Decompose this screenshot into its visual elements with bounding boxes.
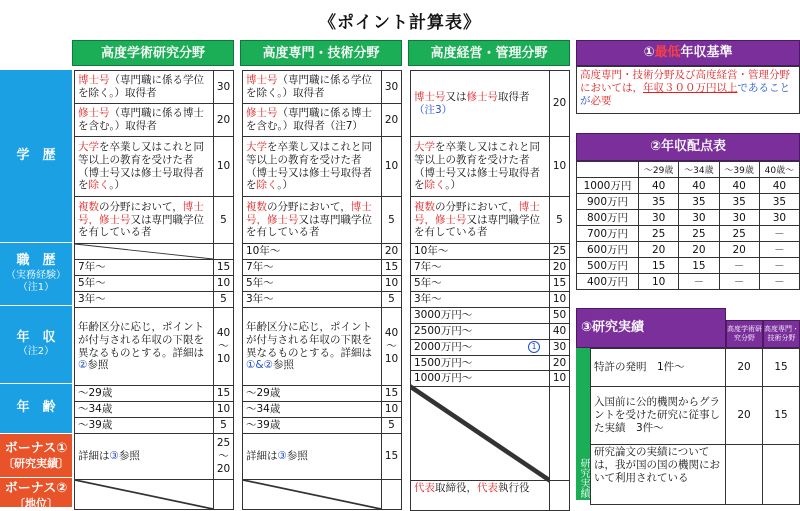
cell-edu-multiple: 複数の分野において，博士号，修士号又は専門職学位を有している者 [75, 197, 214, 244]
research-header-academic: 高度学術研究分野 [726, 320, 763, 348]
salary-point-cell: 35 [639, 194, 679, 210]
cell-bonus1: 詳細は③参照 [75, 434, 214, 480]
salary-point-cell: 40 [679, 178, 719, 194]
cell-edu-university: 大学を卒業し又はこれと同等以上の教育を受けた者（博士号又は修士号取得者を除く。） [411, 137, 550, 197]
cell-edu-doctor: 博士号（専門職に係る学位を除く。）取得者 [75, 71, 214, 104]
category-career: 職 歴 （実務経験） （注1） [0, 243, 72, 306]
career-row: 5年～ [75, 276, 214, 292]
salary-point-cell: 30 [759, 210, 799, 226]
age-row: ～29歳 [243, 386, 382, 402]
age-row: ～29歳 [75, 386, 214, 402]
research-row: 入国前に公的機関からグラントを受けた研究に従事した実績 3件～ [591, 387, 726, 445]
salary-point-cell: 35 [679, 194, 719, 210]
salary-table-header [577, 162, 800, 178]
salary-row: 1000万円～ [411, 371, 550, 387]
salary-row: 3000万円～ [411, 308, 550, 324]
header-business: 高度経営・管理分野 [408, 40, 570, 66]
salary-point-cell: － [759, 258, 799, 274]
table-academic: 博士号（専門職に係る学位を除く。）取得者 30 修士号（専門職に係る博士を含む。）取得者 20 大学を卒業し又はこれと同等以上の教育を受けた者（博士号又は修士号取得者を除く。） 10 複数の分野において，博士号，修士号又は専門職学位を有している者 5 7年～ 15 5年～ 10 3年～ 5 年齢区分に応じ，ポイントが付与される年収の下限を異なるものとする。詳細は②参照 40 ～ 10 ～29歳 15 ～34歳 10 ～39歳 5 詳細は③参照 25 ～ 20 [74, 70, 234, 510]
salary-point-cell: 30 [679, 210, 719, 226]
salary-table-row [577, 178, 800, 194]
salary-point-cell: － [759, 274, 799, 290]
salary-point-cell: ～34歳 [679, 162, 719, 178]
salary-amount-cell: 900万円 [577, 194, 639, 210]
salary-amount-cell: 600万円 [577, 242, 639, 258]
salary-point-cell: 40 [639, 178, 679, 194]
career-row: 3年～ [75, 292, 214, 308]
cell-bonus2: 代表取締役，代表執行役 [411, 481, 550, 511]
age-row: ～39歳 [75, 418, 214, 434]
salary-point-cell: 30 [639, 210, 679, 226]
header-academic: 高度学術研究分野 [72, 40, 234, 66]
career-row: 7年～ [75, 260, 214, 276]
salary-point-cell: 40 [719, 178, 759, 194]
cell-edu-master: 修士号（専門職に係る博士を含む。）取得者（注7） [243, 104, 382, 137]
circle-one-icon: 1 [528, 341, 540, 353]
career-row: 3年～ [243, 292, 382, 308]
salary-point-cell: 15 [639, 258, 679, 274]
salary-point-cell: － [759, 242, 799, 258]
cell-salary: 年齢区分に応じ，ポイントが付与される年収の下限を異なるものとする。詳細は②参照 [75, 308, 214, 386]
research-row: 特許の発明 1件～ [591, 349, 726, 387]
salary-amount-cell: 1000万円 [577, 178, 639, 194]
salary-amount-cell: 800万円 [577, 210, 639, 226]
career-row: 3年～ [411, 292, 550, 308]
salary-point-cell: － [719, 258, 759, 274]
salary-amount-cell: 500万円 [577, 258, 639, 274]
salary-table-row [577, 194, 800, 210]
cell-salary: 年齢区分に応じ，ポイントが付与される年収の下限を異なるものとする。詳細は①&②参照 [243, 308, 382, 386]
cell-empty [243, 480, 382, 510]
cell-edu-master: 修士号（専門職に係る博士を含む。）取得者 [75, 104, 214, 137]
career-row: 7年～ [411, 260, 550, 276]
career-row: 7年～ [243, 260, 382, 276]
salary-point-cell: 25 [679, 226, 719, 242]
category-education: 学 歴 [0, 70, 72, 243]
category-salary: 年 収 （注2） [0, 306, 72, 384]
research-table: 特許の発明 1件～ 20 15 入国前に公的機関からグラントを受けた研究に従事した実績 3件～ 20 15 研究論文の実績については，我が国の国の機関において利用されている [590, 348, 800, 505]
cell-bonus1: 詳細は③参照 [243, 434, 382, 480]
salary-point-cell: 25 [639, 226, 679, 242]
age-row: ～34歳 [75, 402, 214, 418]
salary-point-cell: 40 [759, 178, 799, 194]
header-professional: 高度専門・技術分野 [240, 40, 402, 66]
salary-amount-cell: 400万円 [577, 274, 639, 290]
page-title: 《ポイント計算表》 [319, 13, 481, 33]
salary-point-cell: － [719, 274, 759, 290]
salary-point-cell: 40歳～ [759, 162, 799, 178]
cell-edu-degree: 博士号又は修士号取得者（注3） [411, 71, 550, 137]
cell-edu-university: 大学を卒業し又はこれと同等以上の教育を受けた者（博士号又は修士号取得者を除く。） [243, 137, 382, 197]
cell-edu-university: 大学を卒業し又はこれと同等以上の教育を受けた者（博士号又は修士号取得者を除く。） [75, 137, 214, 197]
salary-point-cell: 20 [719, 242, 759, 258]
salary-point-cell: ～29歳 [639, 162, 679, 178]
min-salary-title: ①最低年収基準 [576, 40, 800, 66]
salary-point-cell: 25 [719, 226, 759, 242]
salary-point-cell: 20 [639, 242, 679, 258]
category-age: 年 齢 [0, 384, 72, 434]
salary-table-title: ②年収配点表 [576, 133, 800, 161]
cell-empty [411, 387, 550, 481]
salary-point-cell: － [759, 226, 799, 242]
research-title: ③研究実績 [576, 308, 726, 348]
salary-row: 2500万円～ [411, 323, 550, 339]
salary-row: 2000万円～ 1 [411, 339, 550, 355]
career-row: 10年～ [243, 244, 382, 260]
category-bonus2: ボーナス② 〔地位〕 [0, 478, 72, 508]
salary-table-row [577, 274, 800, 290]
salary-amount-cell [577, 162, 639, 178]
salary-point-cell: 15 [679, 258, 719, 274]
salary-amount-cell: 700万円 [577, 226, 639, 242]
salary-point-cell: ～39歳 [719, 162, 759, 178]
salary-point-cell: 10 [639, 274, 679, 290]
age-row: ～39歳 [243, 418, 382, 434]
table-professional: 博士号（専門職に係る学位を除く。）取得者 30 修士号（専門職に係る博士を含む。）取得者（注7） 20 大学を卒業し又はこれと同等以上の教育を受けた者（博士号又は修士号取得者を除く。） 10 複数の分野において，博士号，修士号又は専門職学位を有している者 5 10年～ 20 7年～ 15 5年～ 10 3年～ 5 年齢区分に応じ，ポイントが付与される年収の下限を異なるものとする。詳細は①&②参照 40 ～ 10 ～29歳 15 ～34歳 10 ～39歳 5 詳細は③参照 15 [242, 70, 402, 510]
table-business: 博士号又は修士号取得者（注3） 20 大学を卒業し又はこれと同等以上の教育を受けた者（博士号又は修士号取得者を除く。） 10 複数の分野において，博士号，修士号又は専門職学位を有している者 5 10年～ 25 7年～ 20 5年～ 15 3年～ 10 3000万円～ 50 2500万円～ 40 2000万円～ 1 30 1500万円～ 20 1000万円～ 10 代表取締役，代表執行役 [410, 70, 570, 511]
cell-edu-multiple: 複数の分野において，博士号，修士号又は専門職学位を有している者 [243, 197, 382, 244]
career-row: 10年～ [411, 244, 550, 260]
salary-table-row [577, 226, 800, 242]
research-header-professional: 高度専門・技術分野 [763, 320, 800, 348]
salary-point-cell: 30 [719, 210, 759, 226]
salary-point-cell: 20 [679, 242, 719, 258]
cell-edu-doctor: 博士号（専門職に係る学位を除く。）取得者 [243, 71, 382, 104]
cell-empty [75, 244, 214, 260]
salary-point-cell: 35 [719, 194, 759, 210]
min-salary-text: 高度専門・技術分野及び高度経営・管理分野においては，年収３００万円以上であることが必要 [576, 66, 800, 114]
salary-row: 1500万円～ [411, 355, 550, 371]
salary-table [576, 161, 800, 290]
research-side-label: 研究実績 [576, 348, 590, 500]
salary-point-cell: － [679, 274, 719, 290]
salary-table-row [577, 258, 800, 274]
salary-table-row [577, 242, 800, 258]
cell-edu-multiple: 複数の分野において，博士号，修士号又は専門職学位を有している者 [411, 197, 550, 244]
career-row: 5年～ [243, 276, 382, 292]
research-row: 研究論文の実績については，我が国の国の機関において利用されている [591, 445, 726, 505]
salary-point-cell: 35 [759, 194, 799, 210]
career-row: 5年～ [411, 276, 550, 292]
salary-table-row [577, 210, 800, 226]
age-row: ～34歳 [243, 402, 382, 418]
cell-empty [75, 480, 214, 510]
category-bonus1: ボーナス① 〔研究実績〕 [0, 434, 72, 478]
